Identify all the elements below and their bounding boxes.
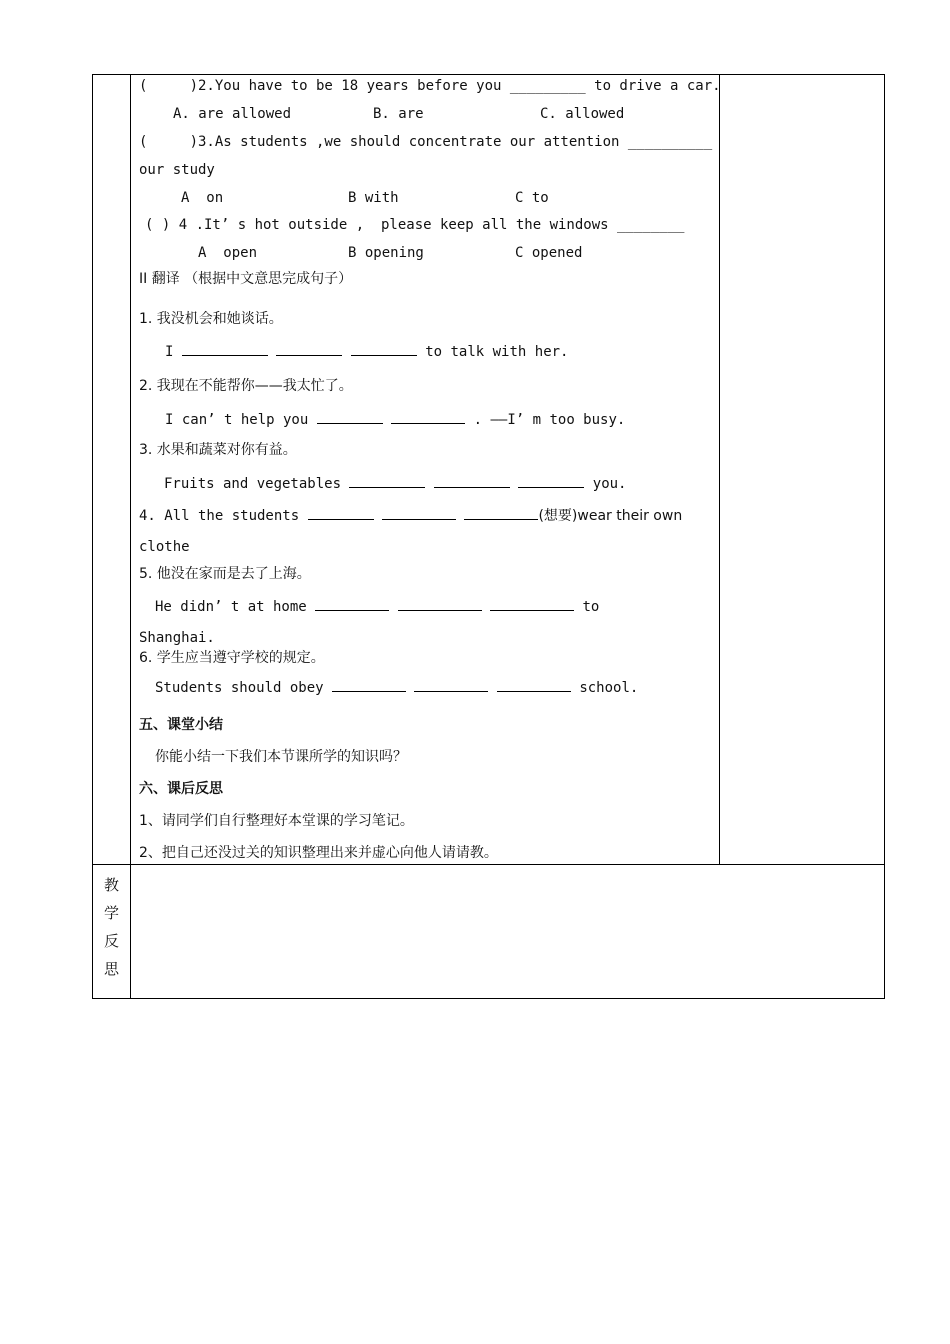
mc-q3-option-c: C to: [515, 190, 549, 206]
sentence-end: to talk with her.: [425, 344, 569, 360]
mc-q3-option-b: B with: [348, 190, 399, 206]
sentence-start: 4. All the students: [139, 508, 300, 524]
answer-blank: [398, 597, 482, 611]
sentence-start: He didn’ t at home: [155, 599, 307, 615]
answer-blank: [315, 597, 389, 611]
side-char: 思: [103, 960, 119, 978]
sentence-end: to: [582, 599, 600, 615]
answer-blank: [464, 506, 538, 520]
reflection-heading: 六、课后反思: [139, 781, 223, 797]
sentence-end: (想要)wear their own: [538, 508, 683, 524]
mc-question-2: ( )2.You have to be 18 years before you _________ to drive a car.: [139, 78, 721, 94]
sentence-end: . ——I’ m too busy.: [473, 412, 626, 428]
answer-blank: [332, 678, 406, 692]
answer-blank: [518, 474, 584, 488]
translate-6-chinese: 6. 学生应当遵守学校的规定。: [139, 650, 325, 666]
mc-q2-option-c: C. allowed: [540, 106, 625, 122]
side-char: 反: [103, 932, 119, 950]
side-char: 教: [103, 876, 119, 894]
mc-q4-option-a: A open: [198, 245, 258, 261]
answer-blank: [351, 342, 417, 356]
answer-blank: [349, 474, 425, 488]
answer-blank: [382, 506, 456, 520]
answer-blank: [497, 678, 571, 692]
summary-text: 你能小结一下我们本节课所学的知识吗？: [155, 749, 407, 765]
side-char: 学: [103, 904, 119, 922]
answer-blank: [308, 506, 374, 520]
translate-heading: II 翻译 （根据中文意思完成句子）: [139, 271, 353, 287]
translate-2-sentence: [165, 410, 625, 429]
mc-q2-option-b: B. are: [373, 106, 424, 122]
teaching-reflection-label: [93, 871, 130, 983]
column-divider-right: [719, 75, 720, 864]
sentence-end: you.: [592, 476, 627, 492]
mc-q4-option-b: B opening: [348, 245, 424, 261]
answer-blank: [182, 342, 268, 356]
translate-4-cont: clothe: [139, 539, 190, 555]
column-divider-left: [130, 75, 131, 998]
translate-3-chinese: 3. 水果和蔬菜对你有益。: [139, 442, 297, 458]
sentence-start: Students should obey: [155, 680, 324, 696]
answer-blank: [391, 410, 465, 424]
mc-q4-option-c: C opened: [515, 245, 583, 261]
mc-question-3-cont: our study: [139, 162, 215, 178]
sentence-start: Fruits and vegetables: [164, 476, 342, 492]
mc-q3-option-a: A on: [181, 190, 224, 206]
translate-6-sentence: [155, 678, 638, 697]
translate-3-sentence: [164, 474, 626, 493]
translate-2-chinese: 2. 我现在不能帮你——我太忙了。: [139, 378, 353, 394]
lesson-table: [92, 74, 885, 999]
answer-blank: [276, 342, 342, 356]
translate-5-sentence: [155, 597, 599, 616]
row-divider: [93, 864, 884, 865]
reflection-item-2: 2、把自己还没过关的知识整理出来并虚心向他人请请教。: [139, 845, 498, 861]
answer-blank: [414, 678, 488, 692]
translate-1-sentence: [165, 342, 568, 361]
answer-blank: [317, 410, 383, 424]
mc-question-3: ( )3.As students ,we should concentrate our attention __________: [139, 134, 713, 150]
sentence-end: school.: [579, 680, 639, 696]
sentence-start: I: [165, 344, 174, 360]
translate-1-chinese: 1. 我没机会和她谈话。: [139, 311, 283, 327]
translate-5-chinese: 5. 他没在家而是去了上海。: [139, 566, 311, 582]
translate-4-sentence: [139, 506, 682, 525]
answer-blank: [434, 474, 510, 488]
sentence-start: I can’ t help you: [165, 412, 309, 428]
mc-question-4: ( ) 4 .It’ s hot outside , please keep all the windows ________: [145, 217, 685, 233]
answer-blank: [490, 597, 574, 611]
mc-q2-option-a: A. are allowed: [173, 106, 292, 122]
reflection-item-1: 1、请同学们自行整理好本堂课的学习笔记。: [139, 813, 414, 829]
summary-heading: 五、课堂小结: [139, 717, 223, 733]
translate-5-cont: Shanghai.: [139, 630, 215, 646]
